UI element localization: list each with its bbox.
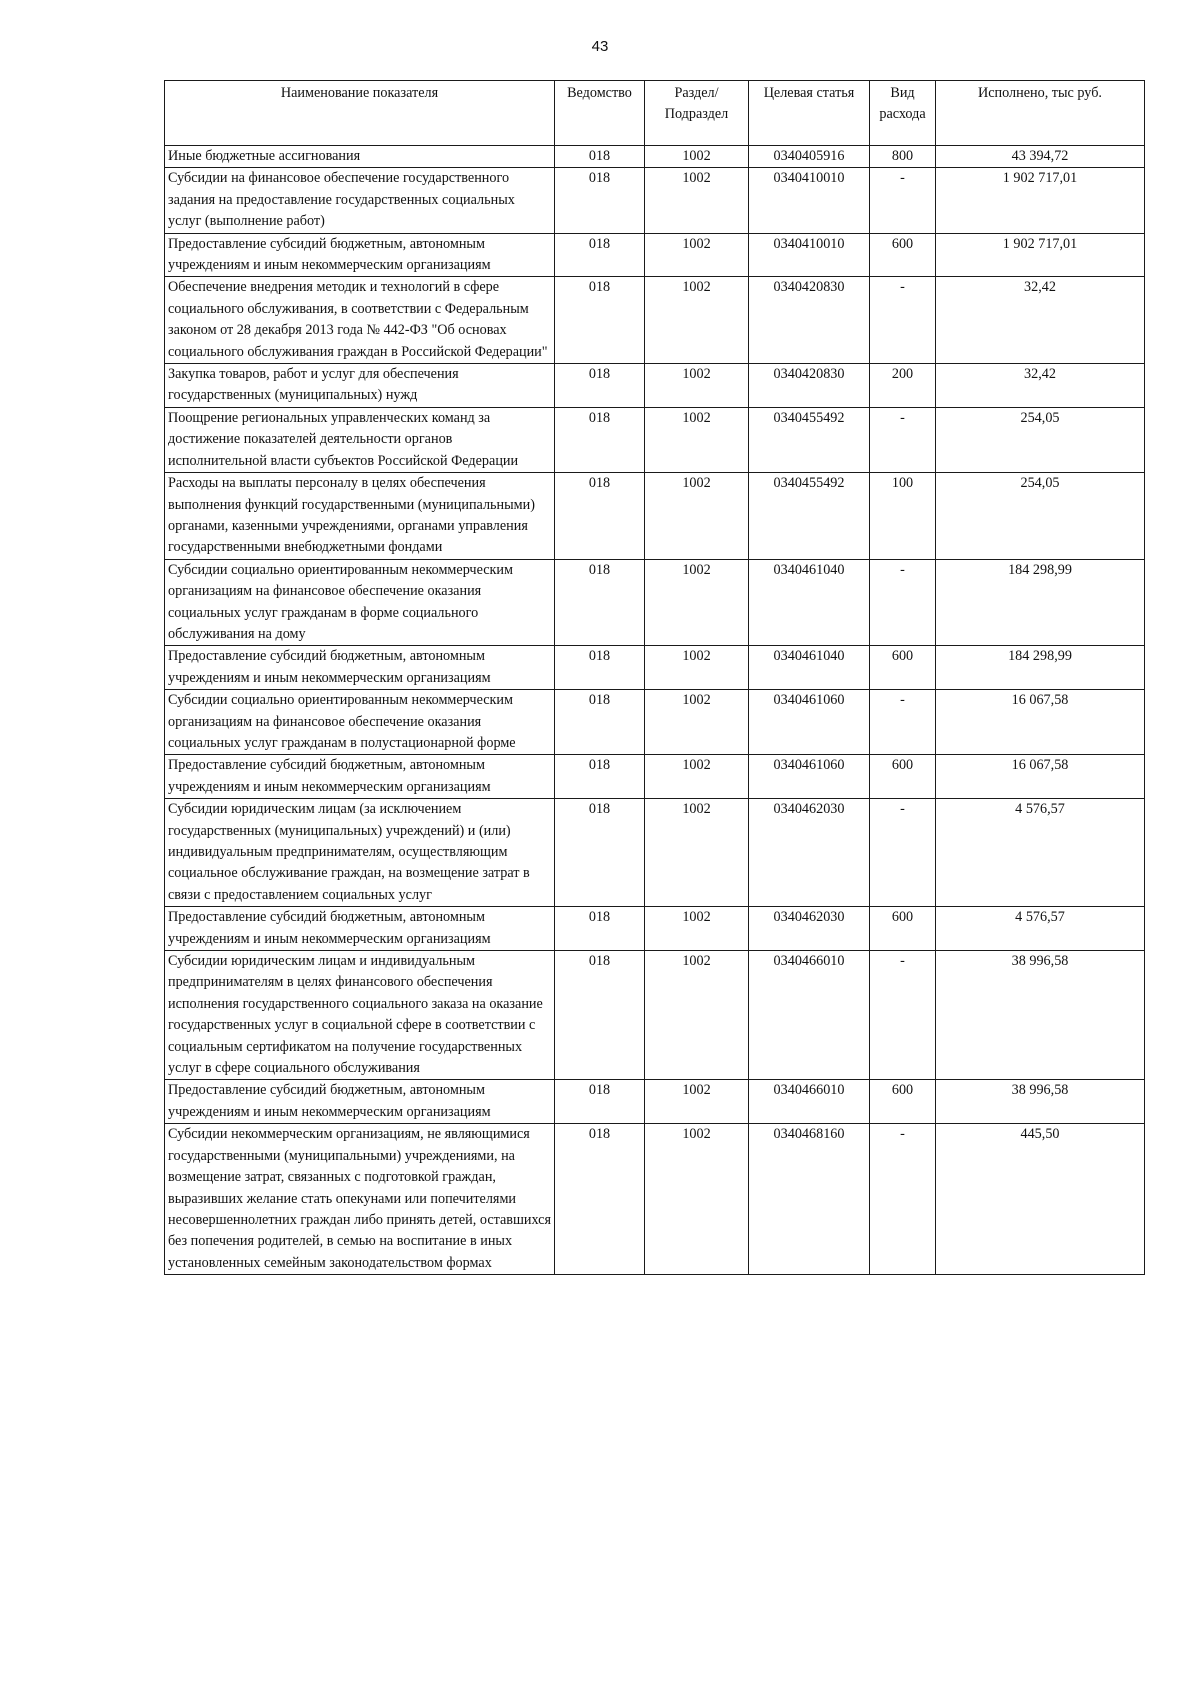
cell-section: 1002 xyxy=(645,1124,749,1275)
cell-section: 1002 xyxy=(645,146,749,168)
cell-executed: 16 067,58 xyxy=(936,690,1145,755)
cell-department: 018 xyxy=(555,146,645,168)
cell-executed: 4 576,57 xyxy=(936,907,1145,951)
cell-target: 0340468160 xyxy=(749,1124,870,1275)
cell-name: Предоставление субсидий бюджетным, автономным учреждениям и иным некоммерческим организациям xyxy=(165,233,555,277)
cell-expense-type: 600 xyxy=(870,1080,936,1124)
table-row xyxy=(165,690,1145,755)
table-row xyxy=(165,907,1145,951)
cell-name: Субсидии социально ориентированным некоммерческим организациям на финансовое обеспечение оказания социальных услуг гражданам в форме социального обслуживания на дому xyxy=(165,559,555,646)
cell-department: 018 xyxy=(555,407,645,472)
cell-department: 018 xyxy=(555,907,645,951)
cell-section: 1002 xyxy=(645,364,749,408)
cell-target: 0340461060 xyxy=(749,690,870,755)
cell-section: 1002 xyxy=(645,646,749,690)
cell-target: 0340420830 xyxy=(749,277,870,364)
cell-department: 018 xyxy=(555,473,645,560)
cell-section: 1002 xyxy=(645,277,749,364)
cell-target: 0340462030 xyxy=(749,907,870,951)
table-row xyxy=(165,799,1145,907)
table-row xyxy=(165,364,1145,408)
table-row xyxy=(165,277,1145,364)
cell-name: Расходы на выплаты персоналу в целях обеспечения выполнения функций государственными (муниципальными) органами, казенными учреждениями, органами управления государственными внебюджетными фондами xyxy=(165,473,555,560)
cell-executed: 38 996,58 xyxy=(936,1080,1145,1124)
cell-executed: 4 576,57 xyxy=(936,799,1145,907)
page-number: 43 xyxy=(591,38,609,55)
cell-target: 0340461060 xyxy=(749,755,870,799)
cell-target: 0340466010 xyxy=(749,951,870,1080)
cell-department: 018 xyxy=(555,277,645,364)
cell-department: 018 xyxy=(555,646,645,690)
table-row xyxy=(165,1080,1145,1124)
cell-expense-type: - xyxy=(870,690,936,755)
cell-name: Предоставление субсидий бюджетным, автономным учреждениям и иным некоммерческим организациям xyxy=(165,755,555,799)
cell-section: 1002 xyxy=(645,799,749,907)
header-section: Раздел/ Подраздел xyxy=(645,81,749,146)
cell-section: 1002 xyxy=(645,168,749,233)
table-row xyxy=(165,951,1145,1080)
cell-expense-type: - xyxy=(870,407,936,472)
cell-executed: 254,05 xyxy=(936,473,1145,560)
cell-target: 0340461040 xyxy=(749,646,870,690)
cell-department: 018 xyxy=(555,799,645,907)
cell-section: 1002 xyxy=(645,690,749,755)
cell-executed: 1 902 717,01 xyxy=(936,233,1145,277)
cell-section: 1002 xyxy=(645,755,749,799)
cell-expense-type: - xyxy=(870,799,936,907)
cell-name: Предоставление субсидий бюджетным, автономным учреждениям и иным некоммерческим организациям xyxy=(165,646,555,690)
cell-name: Субсидии юридическим лицам (за исключением государственных (муниципальных) учреждений) и (или) индивидуальным предпринимателям, осуществляющим социальное обслуживание граждан, на возмещение затрат в связи с предоставлением социальных услуг xyxy=(165,799,555,907)
cell-executed: 445,50 xyxy=(936,1124,1145,1275)
cell-target: 0340455492 xyxy=(749,407,870,472)
cell-expense-type: - xyxy=(870,559,936,646)
cell-target: 0340455492 xyxy=(749,473,870,560)
cell-name: Закупка товаров, работ и услуг для обеспечения государственных (муниципальных) нужд xyxy=(165,364,555,408)
cell-name: Субсидии на финансовое обеспечение государственного задания на предоставление государственных социальных услуг (выполнение работ) xyxy=(165,168,555,233)
cell-executed: 254,05 xyxy=(936,407,1145,472)
cell-department: 018 xyxy=(555,559,645,646)
cell-expense-type: 600 xyxy=(870,233,936,277)
cell-department: 018 xyxy=(555,168,645,233)
table-row xyxy=(165,646,1145,690)
header-executed: Исполнено, тыс руб. xyxy=(936,81,1145,146)
cell-expense-type: 100 xyxy=(870,473,936,560)
table-row xyxy=(165,559,1145,646)
cell-section: 1002 xyxy=(645,233,749,277)
cell-department: 018 xyxy=(555,690,645,755)
table-row xyxy=(165,407,1145,472)
cell-expense-type: 800 xyxy=(870,146,936,168)
cell-name: Субсидии некоммерческим организациям, не являющимися государственными (муниципальными) учреждениями, на возмещение затрат, связанных с подготовкой граждан, выразивших желание стать опекунами или попечителями несовершеннолетних граждан либо принять детей, оставшихся без попечения родителей, в семью на воспитание в иных установленных семейным законодательством формах xyxy=(165,1124,555,1275)
table-row xyxy=(165,1124,1145,1275)
cell-expense-type: - xyxy=(870,951,936,1080)
cell-expense-type: 600 xyxy=(870,646,936,690)
cell-department: 018 xyxy=(555,1124,645,1275)
cell-target: 0340420830 xyxy=(749,364,870,408)
cell-expense-type: 600 xyxy=(870,755,936,799)
cell-department: 018 xyxy=(555,755,645,799)
cell-executed: 38 996,58 xyxy=(936,951,1145,1080)
cell-target: 0340410010 xyxy=(749,233,870,277)
cell-executed: 1 902 717,01 xyxy=(936,168,1145,233)
cell-section: 1002 xyxy=(645,559,749,646)
cell-department: 018 xyxy=(555,951,645,1080)
cell-section: 1002 xyxy=(645,473,749,560)
cell-department: 018 xyxy=(555,1080,645,1124)
cell-section: 1002 xyxy=(645,951,749,1080)
cell-target: 0340405916 xyxy=(749,146,870,168)
header-name: Наименование показателя xyxy=(165,81,555,146)
cell-department: 018 xyxy=(555,364,645,408)
cell-executed: 32,42 xyxy=(936,277,1145,364)
cell-target: 0340466010 xyxy=(749,1080,870,1124)
cell-target: 0340462030 xyxy=(749,799,870,907)
cell-section: 1002 xyxy=(645,407,749,472)
header-target: Целевая статья xyxy=(749,81,870,146)
cell-expense-type: - xyxy=(870,277,936,364)
table-row xyxy=(165,146,1145,168)
cell-expense-type: - xyxy=(870,168,936,233)
table-row xyxy=(165,755,1145,799)
cell-expense-type: - xyxy=(870,1124,936,1275)
cell-executed: 16 067,58 xyxy=(936,755,1145,799)
cell-executed: 43 394,72 xyxy=(936,146,1145,168)
cell-name: Поощрение региональных управленческих команд за достижение показателей деятельности органов исполнительной власти субъектов Российской Федерации xyxy=(165,407,555,472)
cell-target: 0340410010 xyxy=(749,168,870,233)
cell-target: 0340461040 xyxy=(749,559,870,646)
cell-expense-type: 600 xyxy=(870,907,936,951)
cell-name: Предоставление субсидий бюджетным, автономным учреждениям и иным некоммерческим организациям xyxy=(165,1080,555,1124)
budget-execution-table xyxy=(164,80,1145,1275)
cell-name: Субсидии социально ориентированным некоммерческим организациям на финансовое обеспечение оказания социальных услуг гражданам в полустационарной форме xyxy=(165,690,555,755)
cell-department: 018 xyxy=(555,233,645,277)
cell-name: Обеспечение внедрения методик и технологий в сфере социального обслуживания, в соответствии с Федеральным законом от 28 декабря 2013 года № 442-ФЗ "Об основах социального обслуживания граждан в Российской Федерации" xyxy=(165,277,555,364)
cell-section: 1002 xyxy=(645,907,749,951)
table-header-row xyxy=(165,81,1145,146)
header-department: Ведомство xyxy=(555,81,645,146)
table-row xyxy=(165,233,1145,277)
cell-executed: 32,42 xyxy=(936,364,1145,408)
cell-section: 1002 xyxy=(645,1080,749,1124)
cell-name: Субсидии юридическим лицам и индивидуальным предпринимателям в целях финансового обеспечения исполнения государственного социального заказа на оказание государственных услуг в социальной сфере в соответствии с социальным сертификатом на получение государственных услуг в сфере социального обслуживания xyxy=(165,951,555,1080)
header-expense-type: Вид расхода xyxy=(870,81,936,146)
cell-expense-type: 200 xyxy=(870,364,936,408)
cell-executed: 184 298,99 xyxy=(936,559,1145,646)
table-row xyxy=(165,473,1145,560)
table-row xyxy=(165,168,1145,233)
cell-name: Предоставление субсидий бюджетным, автономным учреждениям и иным некоммерческим организациям xyxy=(165,907,555,951)
cell-name: Иные бюджетные ассигнования xyxy=(165,146,555,168)
cell-executed: 184 298,99 xyxy=(936,646,1145,690)
